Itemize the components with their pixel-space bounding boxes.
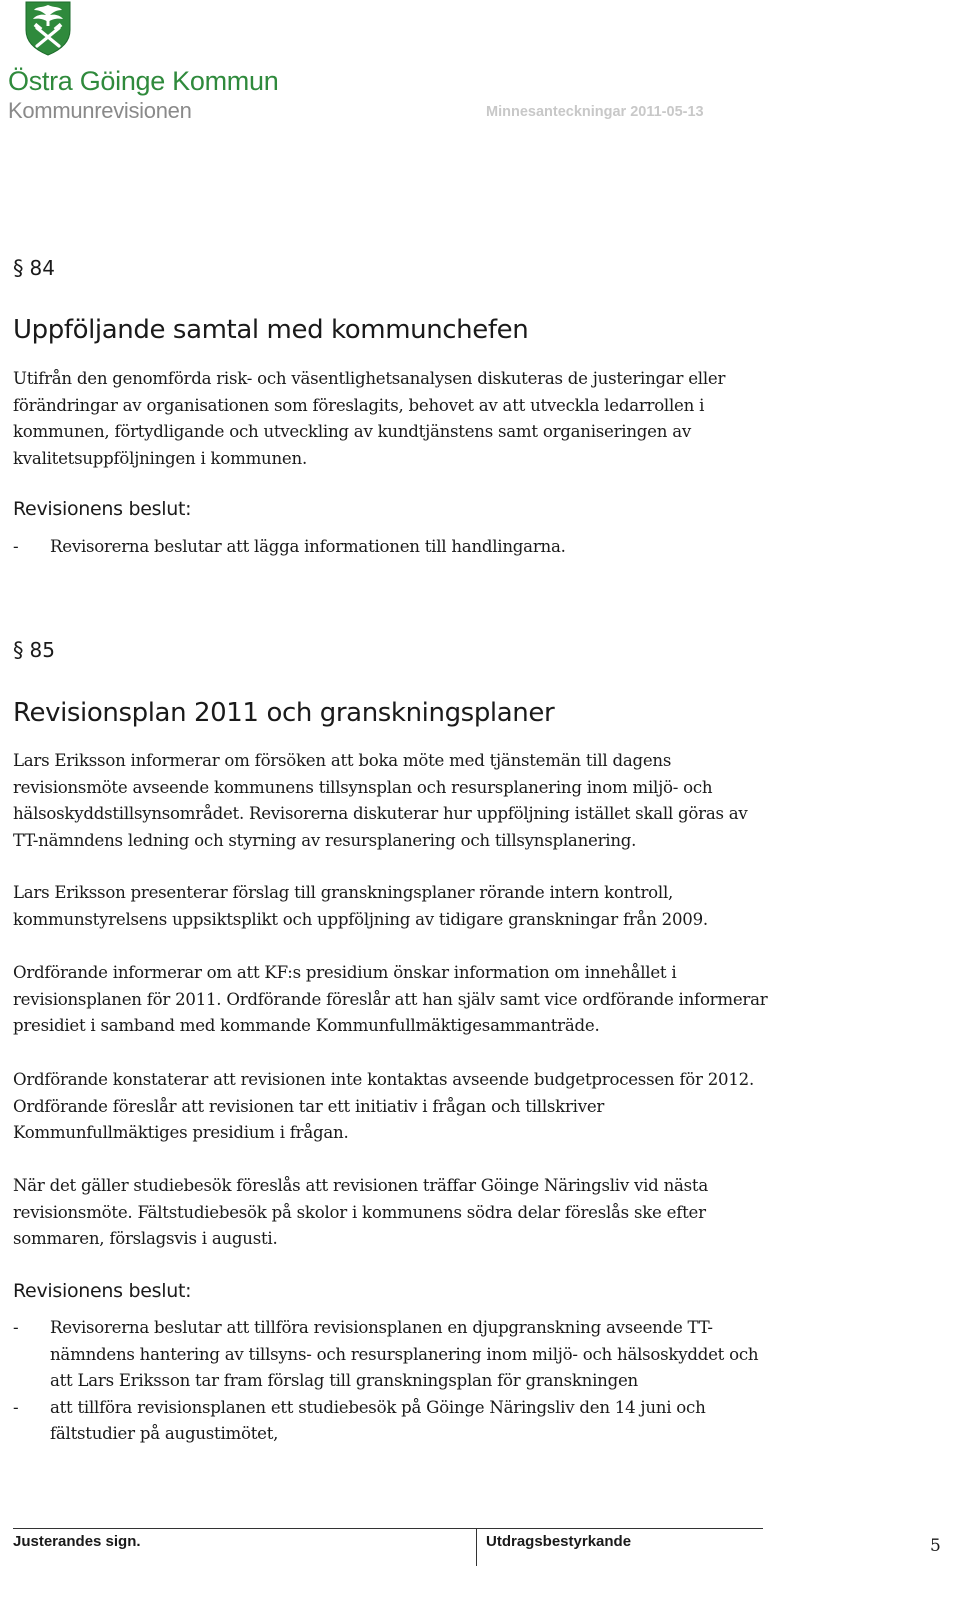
organization-name: Östra Göinge Kommun [8,66,279,96]
paragraph-symbol: § [13,638,24,662]
page-number: 5 [930,1536,941,1556]
section-85-number: § 85 [13,638,55,662]
section-85-paragraph: Ordförande konstaterar att revisionen inte kontaktas avseende budgetprocessen för 2012. Ordförande föreslår att revisionen tar ett initiativ i frågan och tillskriver Kommunfullmäktiges presidium i frågan. [13,1070,754,1143]
decision-item: - att tillföra revisionsplanen ett studiebesök på Göinge Näringsliv den 14 juni och fältstudier på augustimötet, [13,1397,706,1444]
organization-department: Kommunrevisionen [8,98,192,123]
section-84-title: Uppföljande samtal med kommunchefen [13,315,529,345]
municipal-coat-of-arms-logo [24,0,72,56]
section-84-number: § 84 [13,256,55,280]
footer-rule [13,1528,763,1529]
section-84-decision-list [13,534,773,561]
section-85-paragraph: Lars Eriksson presenterar förslag till granskningsplaner rörande intern kontroll, kommunstyrelsens uppsiktsplikt och uppföljning av tidigare granskningar från 2009. [13,883,708,929]
section-85-paragraph: Lars Eriksson informerar om försöken att boka möte med tjänstemän till dagens revisionsmöte avseende kommunens tillsynsplan och resursplanering inom miljö- och hälsoskyddstillsynsområdet. Revisorerna diskuterar hur uppföljning istället skall göras av TT-nämndens ledning och styrning av resursplanering och tillsynsplanering. [13,751,748,850]
section-85-title: Revisionsplan 2011 och granskningsplaner [13,698,555,728]
section-84-decision-label: Revisionens beslut: [13,498,192,520]
decision-item: - Revisorerna beslutar att tillföra revisionsplanen en djupgranskning avseende TT-nämndens hantering av tillsyns- och resursplanering inom miljö- och hälsoskyddet och att Lars Eriksson tar fram förslag till granskningsplan för granskningen [13,1318,759,1391]
section-85-paragraph: När det gäller studiebesök föreslås att revisionen träffar Göinge Näringsliv vid nästa revisionsmöte. Fältstudiebesök på skolor i kommunens södra delar föreslås ske efter sommaren, förslagsvis i augusti. [13,1176,708,1249]
certification-label: Utdragsbestyrkande [486,1533,632,1550]
document-label: Minnesanteckningar 2011-05-13 [486,104,704,120]
section-85-decision-label: Revisionens beslut: [13,1280,192,1302]
footer-divider [476,1528,477,1566]
section-85-decision-list [13,1315,773,1448]
signature-label: Justerandes sign. [13,1533,141,1550]
decision-item: - Revisorerna beslutar att lägga informationen till handlingarna. [13,537,566,556]
section-85-paragraph: Ordförande informerar om att KF:s presidium önskar information om innehållet i revisionsplanen för 2011. Ordförande föreslår att han själv samt vice ordförande informerar presidiet i samband med kommande Kommunfullmäktigesammanträde. [13,963,768,1036]
paragraph-symbol: § [13,256,24,280]
section-84-body: Utifrån den genomförda risk- och väsentlighetsanalysen diskuteras de justeringar eller förändringar av organisationen som föreslagits, behovet av att utveckla ledarrollen i kommunen, förtydligande och utveckling av kundtjänstens samt organiseringen av kvalitetsuppföljningen i kommunen. [13,369,726,468]
